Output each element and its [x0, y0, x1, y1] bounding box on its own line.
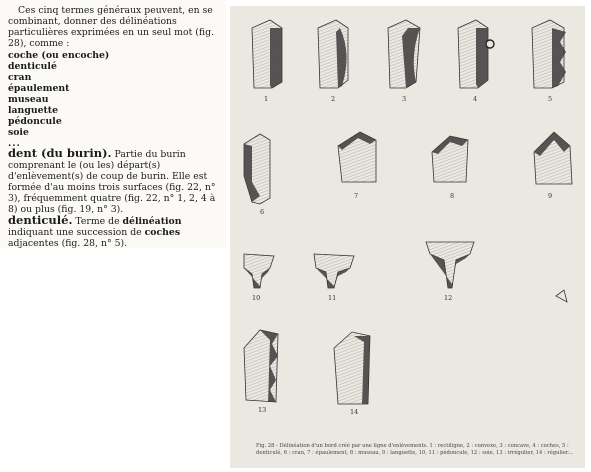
entry-denticule-text-2: indiquant une succession de [8, 227, 145, 238]
term-coche: coche (ou encoche) [8, 50, 110, 61]
term-list [8, 50, 220, 149]
term-epaulement: épaulement [8, 83, 70, 94]
figure-number: 9 [548, 192, 553, 200]
term-denticule: denticulé [8, 61, 57, 72]
entry-denticule-headword: denticulé. [8, 213, 73, 227]
tool-drawing-8 [432, 136, 468, 182]
term-soie: soie [8, 127, 29, 138]
entry-denticule-text-3: adjacentes (fig. 28, n° 5). [8, 238, 128, 248]
figure-number: 10 [252, 294, 261, 302]
entry-dent-headword: dent (du burin). [8, 146, 112, 160]
figure-number: 4 [473, 95, 478, 103]
text-page-scan [0, 0, 226, 248]
figure-number: 3 [402, 95, 407, 103]
tool-drawing-12 [426, 242, 474, 288]
figure-number: 12 [444, 294, 453, 302]
entry-denticule [8, 215, 220, 248]
tool-drawing-2 [318, 20, 348, 88]
tool-drawing-3 [388, 20, 420, 88]
figure-number: 7 [354, 192, 359, 200]
term-cran: cran [8, 72, 32, 83]
term-museau: museau [8, 94, 49, 105]
tool-drawing-14 [334, 332, 370, 404]
tool-drawing-5 [532, 20, 566, 88]
figure-number: 11 [328, 294, 337, 302]
figure-number: 8 [450, 192, 455, 200]
entry-dent-body: Partie du burin comprenant le (ou les) départ(s) d'enlèvement(s) de coup de burin. Elle est formée d'au moins trois surfaces (fig. 22, n° 3), fréquemment quatre (fig. 22, n° 1, 2, 4 à 8) ou plus (fig. 19, n° 3). [8, 149, 216, 215]
tool-drawing-4 [458, 20, 494, 88]
term-pedoncule: pédoncule [8, 116, 62, 127]
tool-drawing-13 [244, 330, 278, 402]
figure-number: 13 [258, 406, 267, 414]
term-languette: languette [8, 105, 58, 116]
figure-caption: Fig. 28 - Délinéation d'un bord créé par une ligne d'enlèvements. 1 : rectiligne, 2 : convexe, 3 : concave, 4 : coches, 5 : denticulé, 6 : cran, 7 : épaulement, 8 : museau, 9 : languette, 10, 11 : pédoncule, 12 : soie, 13 : irrégulier, 14 : régulier... [256, 443, 573, 456]
tool-drawing-7 [338, 132, 376, 182]
tool-drawing-11 [314, 254, 354, 288]
entry-denticule-bold-1: délinéation [122, 216, 182, 227]
figure-number: 1 [264, 95, 269, 103]
figure-number: 5 [548, 95, 553, 103]
figure-number: 2 [331, 95, 336, 103]
tool-drawing-1 [252, 20, 282, 88]
figure-number: 14 [350, 408, 359, 416]
entry-denticule-bold-2: coches [144, 227, 181, 238]
figure-number: 6 [260, 208, 265, 216]
tool-drawing-10 [244, 254, 274, 288]
tool-drawing-6 [244, 134, 270, 204]
orientation-triangle-icon [556, 290, 567, 302]
entry-dent [8, 148, 220, 215]
term-ellipsis: ... [8, 138, 21, 149]
entry-denticule-text-1: Terme de [75, 216, 123, 227]
intro-paragraph: Ces cinq termes généraux peuvent, en se combinant, donner des délinéations particulières exprimées en un seul mot (fig. 28), comme : [8, 5, 215, 49]
tool-drawing-9 [534, 132, 572, 184]
plate-drawings [230, 6, 585, 468]
figure-plate-scan [230, 6, 585, 468]
